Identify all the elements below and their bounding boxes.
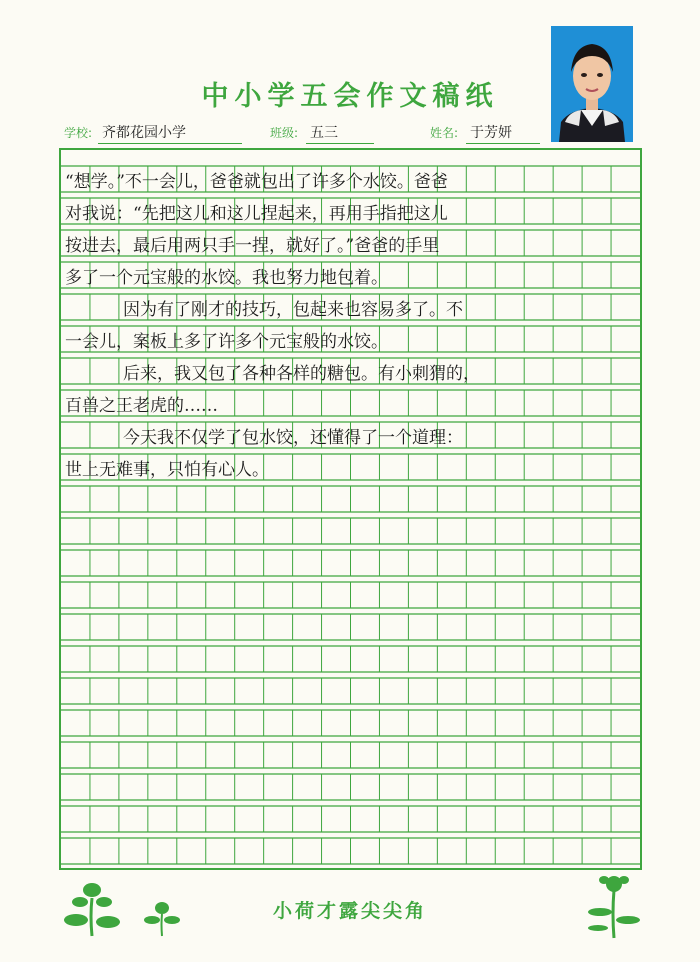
name-value: 于芳妍	[470, 125, 512, 141]
essay-text	[65, 166, 640, 486]
essay-line: “想学。”不一会儿，爸爸就包出了许多个水饺。爸爸	[65, 172, 448, 192]
essay-line: 对我说：“先把这儿和这儿捏起来，再用手指把这儿	[65, 204, 448, 224]
school-value: 齐都花园小学	[102, 125, 186, 141]
portrait-image	[551, 26, 633, 142]
essay-line: 一会儿，案板上多了许多个元宝般的水饺。	[65, 332, 388, 352]
essay-line: 百兽之王老虎的……	[65, 396, 218, 416]
footer-slogan: 小荷才露尖尖角	[272, 900, 427, 922]
school-label: 学校:	[64, 126, 93, 140]
class-field	[270, 124, 374, 144]
essay-line: 多了一个元宝般的水饺。我也努力地包着。	[65, 268, 388, 288]
class-label: 班级:	[270, 126, 299, 140]
name-field	[430, 124, 540, 144]
essay-line: 世上无难事，只怕有心人。	[65, 460, 269, 480]
class-value: 五三	[310, 125, 338, 141]
essay-line: 后来，我又包了各种各样的糖包。有小刺猬的，	[123, 364, 480, 384]
essay-line: 今天我不仅学了包水饺，还懂得了一个道理：	[123, 428, 463, 448]
student-photo	[551, 26, 633, 142]
essay-line: 因为有了刚才的技巧，包起来也容易多了。不	[123, 300, 463, 320]
writing-grid	[59, 148, 642, 870]
name-label: 姓名:	[430, 126, 459, 140]
essay-line: 按进去，最后用两只手一捏，就好了。”爸爸的手里	[65, 236, 440, 256]
school-field	[64, 124, 242, 144]
page-title: 中小学五会作文稿纸	[201, 81, 499, 112]
